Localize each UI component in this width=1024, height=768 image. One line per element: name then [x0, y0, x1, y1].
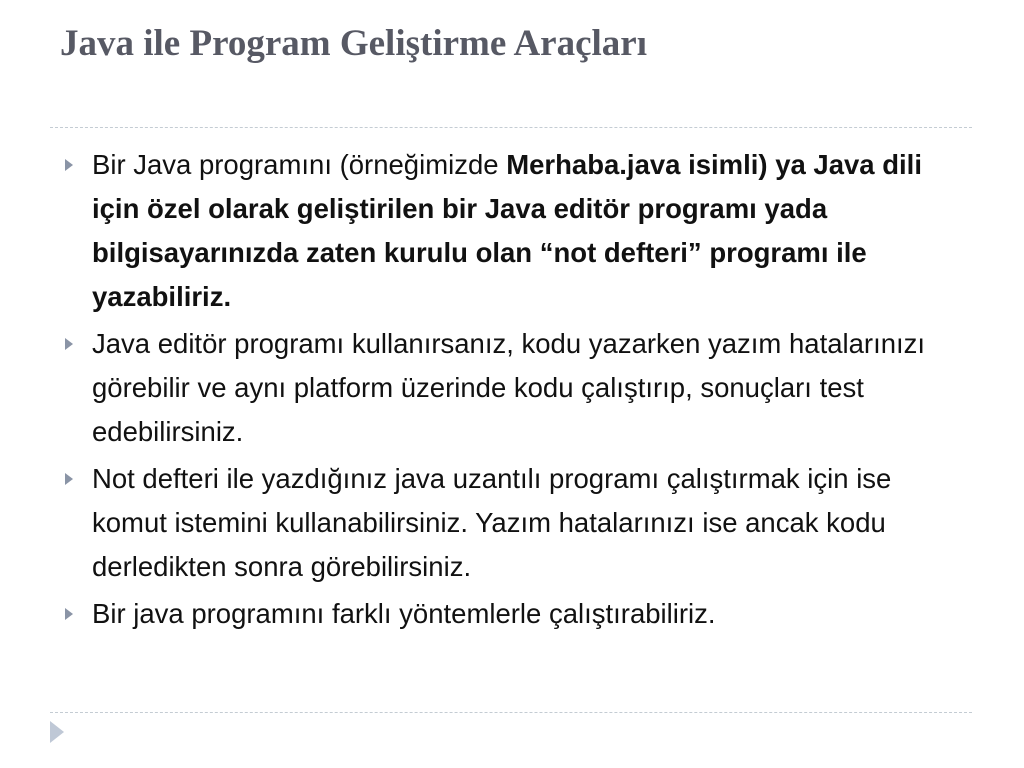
bullet-text: Bir java programını farklı yöntemlerle çalıştırabiliriz. [92, 598, 716, 629]
top-divider [50, 127, 972, 128]
bullet-item [62, 457, 972, 589]
bullet-item [62, 592, 972, 636]
bullet-text: Bir Java programını (örneğimizde [92, 149, 507, 180]
bottom-divider [50, 712, 972, 713]
bullet-text: Not defteri ile yazdığınız java uzantılı programı çalıştırmak için ise komut istemini kullanabilirsiniz. Yazım hatalarınızı ise ancak kodu derledikten sonra görebilirsiniz. [92, 463, 892, 582]
triangle-bullet-icon [65, 159, 73, 171]
next-arrow-icon[interactable] [50, 721, 64, 743]
bullet-bold-text: Merhaba.java isimli) ya Java dili için özel olarak geliştirilen bir Java editör programı yada bilgisayarınızda zaten kurulu olan “not defteri” programı ile yazabiliriz. [92, 149, 922, 312]
bullet-text: Java editör programı kullanırsanız, kodu yazarken yazım hatalarınızı görebilir ve aynı platform üzerinde kodu çalıştırıp, sonuçları test edebilirsiniz. [92, 328, 926, 447]
triangle-bullet-icon [65, 473, 73, 485]
bullet-list [62, 143, 972, 639]
triangle-bullet-icon [65, 338, 73, 350]
bullet-item [62, 322, 972, 454]
bullet-item [62, 143, 972, 319]
slide-title: Java ile Program Geliştirme Araçları [60, 23, 648, 64]
triangle-bullet-icon [65, 608, 73, 620]
